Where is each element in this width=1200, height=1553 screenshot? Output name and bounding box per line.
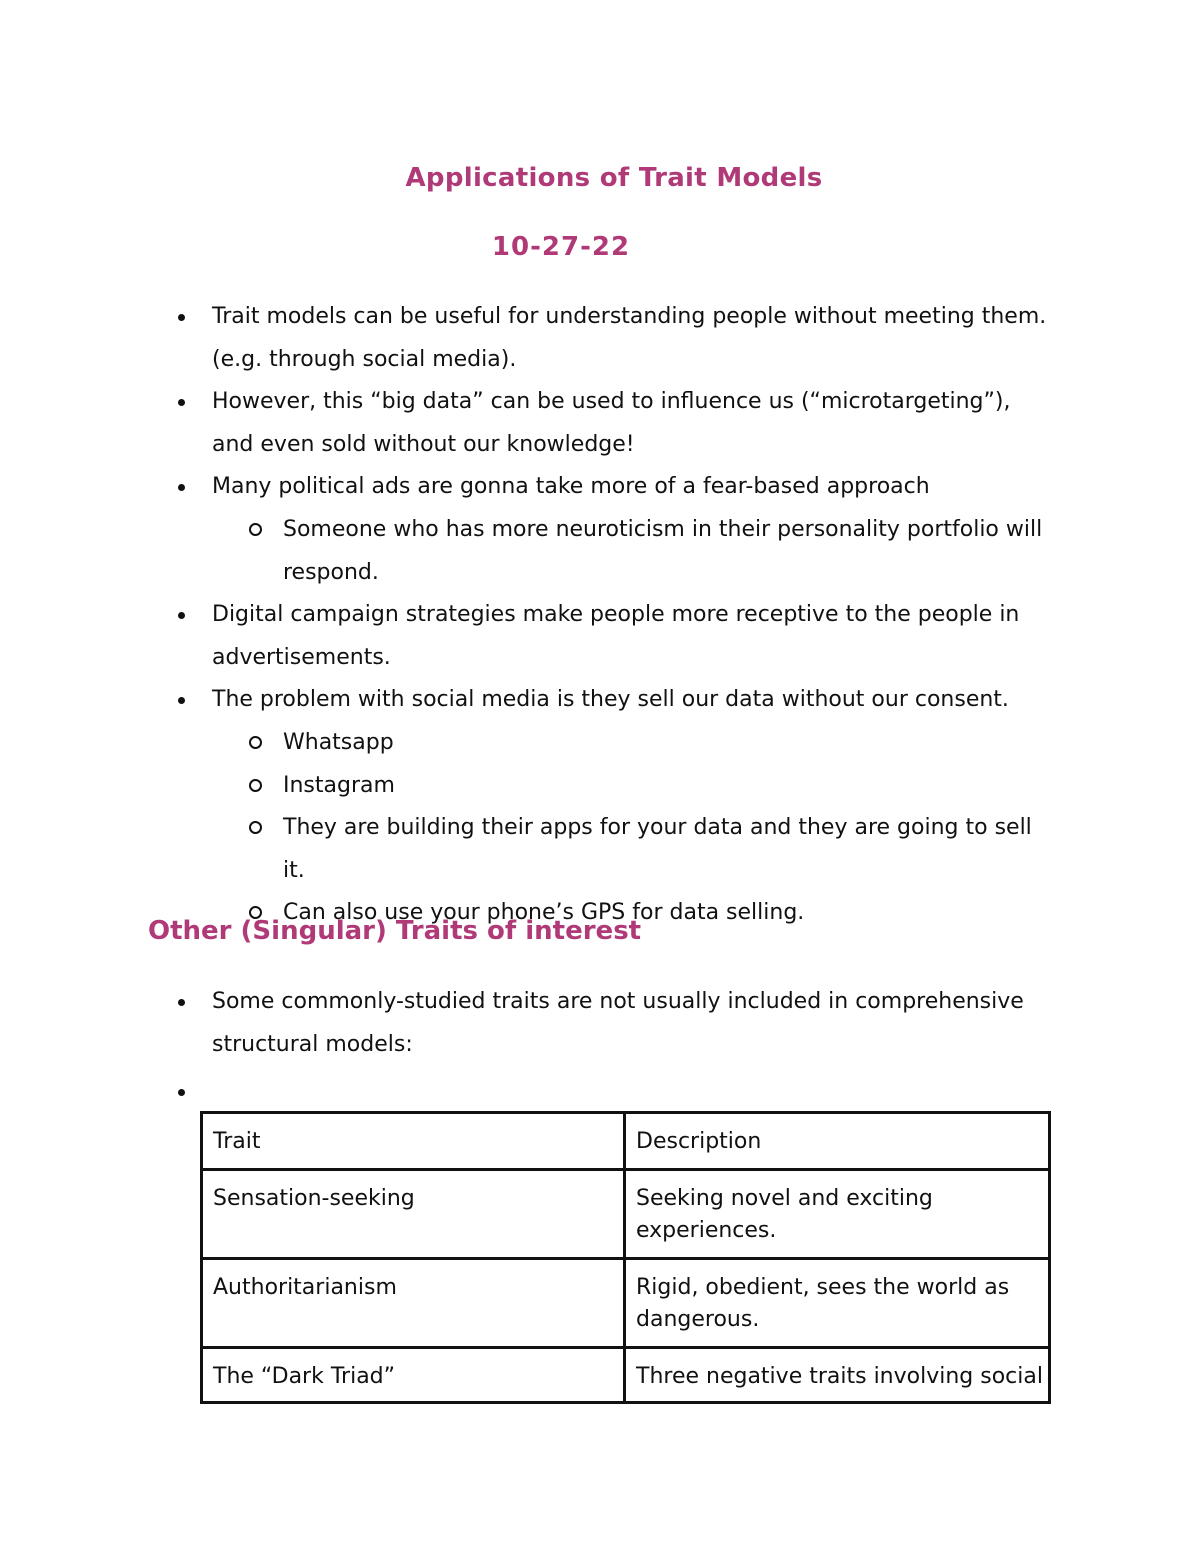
sub-list-item [0, 509, 1200, 594]
table-cell: Rigid, obedient, sees the world as dangerous. [625, 1259, 1050, 1348]
list-item-text: Can also use your phone’s GPS for data selling. [283, 900, 805, 926]
bullet-circle-icon [249, 736, 262, 749]
sub-list-item [0, 722, 1200, 765]
table-header-row [202, 1113, 1050, 1170]
bullet-dot-icon [178, 314, 185, 321]
sub-list-item [0, 765, 1200, 808]
list-item-text: Trait models can be useful for understanding people without meeting them. (e.g. through social media). [212, 304, 1047, 372]
section-list [0, 981, 1200, 1066]
table-row [202, 1348, 1050, 1403]
list-item-text: However, this “big data” can be used to influence us (“microtargeting”), and even sold without our knowledge! [212, 389, 1011, 457]
empty-bullet-icon [178, 1089, 185, 1096]
bullet-dot-icon [178, 484, 185, 491]
notes-list [0, 296, 1200, 935]
bullet-dot-icon [178, 697, 185, 704]
bullet-circle-icon [249, 779, 262, 792]
table-row [202, 1259, 1050, 1348]
list-item [0, 679, 1200, 722]
bullet-circle-icon [249, 821, 262, 834]
section-heading: Other (Singular) Traits of interest [148, 916, 642, 946]
bullet-dot-icon [178, 399, 185, 406]
sub-list-item [0, 807, 1200, 892]
list-item-text: Instagram [283, 772, 395, 798]
bullet-dot-icon [178, 612, 185, 619]
traits-table [200, 1111, 1051, 1404]
list-item-text: The problem with social media is they sell our data without our consent. [212, 687, 1009, 713]
list-item [0, 594, 1200, 679]
bullet-circle-icon [249, 523, 262, 536]
list-item-text: Whatsapp [283, 729, 394, 755]
list-item [0, 466, 1200, 509]
table-cell: Sensation-seeking [202, 1170, 625, 1259]
table-cell: Seeking novel and exciting experiences. [625, 1170, 1050, 1259]
list-item-text: They are building their apps for your data and they are going to sell it. [283, 815, 1032, 883]
table-header-cell: Trait [202, 1113, 625, 1170]
page-title: Applications of Trait Models [405, 163, 823, 193]
list-item-text: Digital campaign strategies make people more receptive to the people in advertisements. [212, 602, 1020, 670]
list-item-text: Some commonly-studied traits are not usually included in comprehensive structural models: [212, 989, 1024, 1057]
table-cell: Authoritarianism [202, 1259, 625, 1348]
table-cell: Three negative traits involving social [625, 1348, 1050, 1403]
table-cell: The “Dark Triad” [202, 1348, 625, 1403]
list-item [0, 981, 1200, 1066]
list-item [0, 296, 1200, 381]
list-item [0, 381, 1200, 466]
list-item-text: Many political ads are gonna take more of a fear-based approach [212, 474, 930, 500]
table-header-cell: Description [625, 1113, 1050, 1170]
page-date: 10-27-22 [491, 232, 631, 262]
table-row [202, 1170, 1050, 1259]
list-item-text: Someone who has more neuroticism in their personality portfolio will respond. [283, 516, 1043, 585]
bullet-dot-icon [178, 999, 185, 1006]
